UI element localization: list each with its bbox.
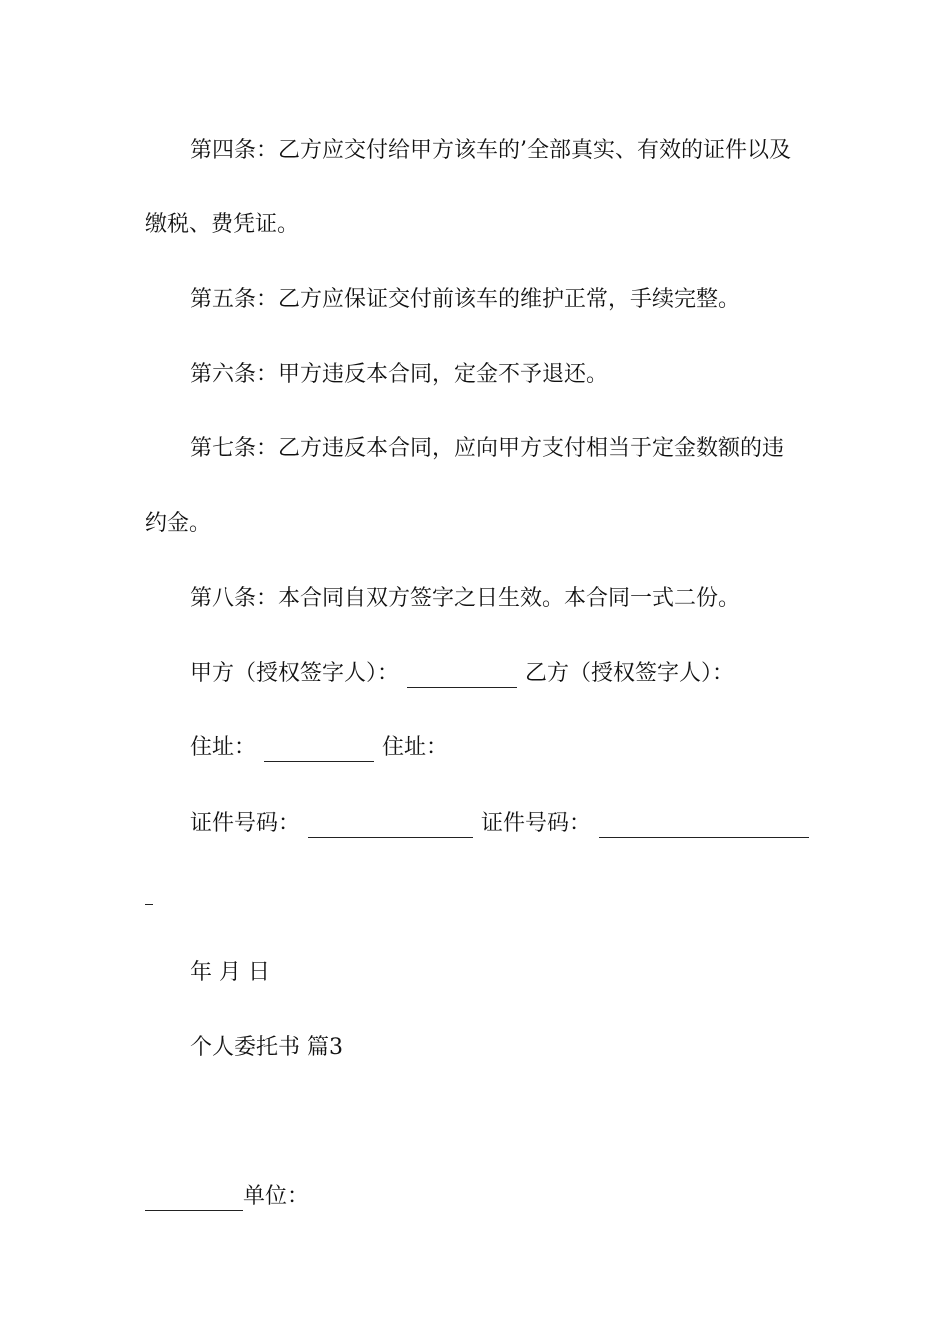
party-signature-row <box>0 654 950 694</box>
id-a-label: 证件号码： <box>190 811 301 836</box>
unit-blank <box>145 1184 243 1211</box>
address-a-blank <box>264 735 374 762</box>
article-5: 第五条：乙方应保证交付前该车的维护正常，手续完整。 <box>190 287 741 312</box>
address-row <box>0 728 950 768</box>
party-b-label: 乙方（授权签字人）： <box>525 661 735 686</box>
article-4-line-2: 缴税、费凭证。 <box>145 212 300 237</box>
unit-row <box>0 1177 950 1217</box>
address-b-label: 住址： <box>382 735 449 760</box>
article-7-line-2: 约金。 <box>145 511 212 536</box>
id-b-blank <box>599 811 809 838</box>
party-a-signature-blank <box>407 661 517 688</box>
id-number-row <box>0 804 950 844</box>
party-a-label: 甲方（授权签字人）： <box>190 661 400 686</box>
id-b-label: 证件号码： <box>481 811 592 836</box>
unit-label: 单位： <box>243 1184 310 1209</box>
article-6: 第六条：甲方违反本合同，定金不予退还。 <box>190 362 609 387</box>
section-title: 个人委托书 篇3 <box>190 1035 343 1060</box>
id-a-blank <box>308 811 473 838</box>
date-line: 年 月 日 <box>190 960 270 985</box>
article-7-line-1: 第七条：乙方违反本合同，应向甲方支付相当于定金数额的违 <box>190 436 785 461</box>
article-8: 第八条：本合同自双方签字之日生效。本合同一式二份。 <box>190 586 741 611</box>
id-b-blank-continuation <box>145 904 153 905</box>
address-a-label: 住址： <box>190 735 257 760</box>
article-4-line-1: 第四条：乙方应交付给甲方该车的’全部真实、有效的证件以及 <box>190 138 791 163</box>
